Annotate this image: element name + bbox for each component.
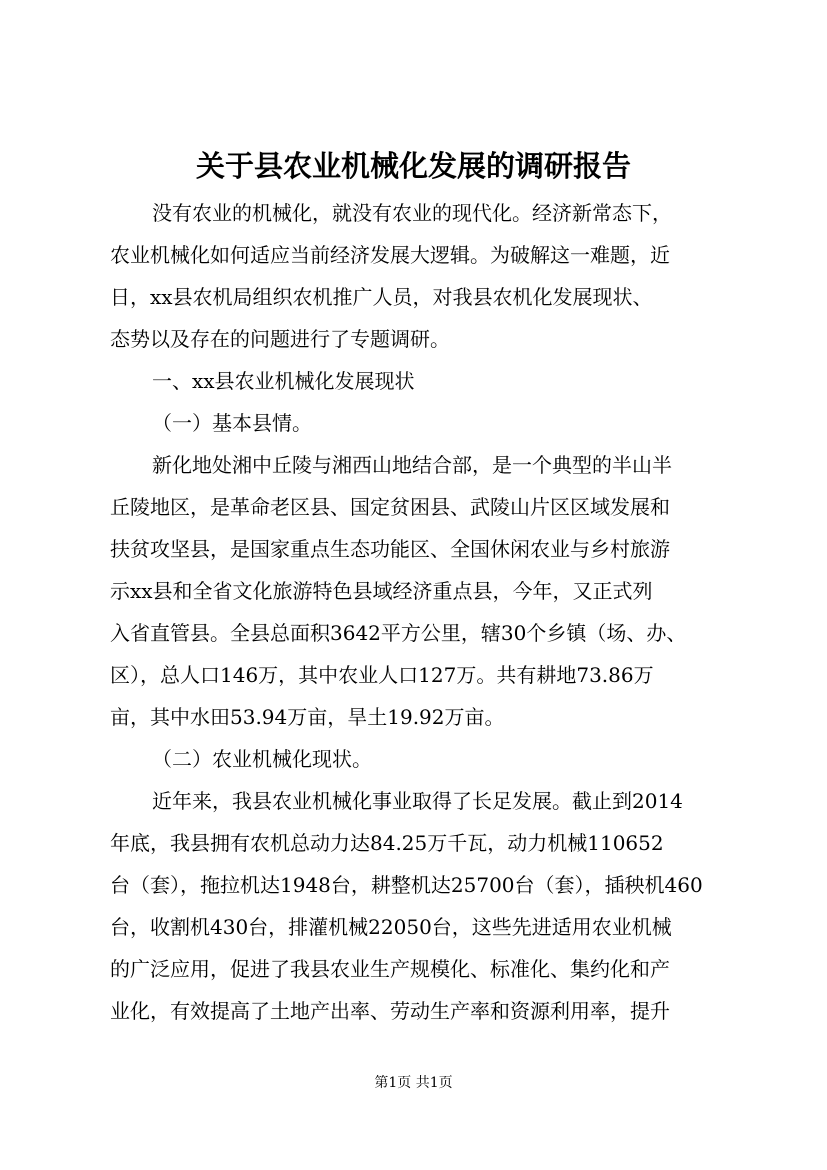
paragraph-line: 区），总人口146万，其中农业人口127万。共有耕地73.86万 [110,663,654,687]
document-title: 关于县农业机械化发展的调研报告 [195,149,631,183]
paragraph-line: 的广泛应用，促进了我县农业生产规模化、标准化、集约化和产 [110,957,670,981]
paragraph-line: 入省直管县。全县总面积3642平方公里，辖30个乡镇（场、办、 [110,621,687,645]
paragraph-line: 亩，其中水田53.94万亩，旱土19.92万亩。 [110,705,505,729]
paragraph-line: 年底，我县拥有农机总动力达84.25万千瓦，动力机械110652 [110,831,664,855]
paragraph-line: 丘陵地区，是革命老区县、国定贫困县、武陵山片区区域发展和 [110,495,670,519]
page-footer: 第1页 共1页 [374,1075,453,1091]
paragraph-line: 业化，有效提高了土地产出率、劳动生产率和资源利用率，提升 [110,999,670,1023]
paragraph-line: 新化地处湘中丘陵与湘西山地结合部，是一个典型的半山半 [152,453,672,477]
paragraph-line: 台，收割机430台，排灌机械22050台，这些先进适用农业机械 [110,915,672,939]
paragraph-line: 近年来，我县农业机械化事业取得了长足发展。截止到2014 [152,789,683,813]
paragraph-line: 态势以及存在的问题进行了专题调研。 [110,327,450,351]
paragraph-line: 农业机械化如何适应当前经济发展大逻辑。为破解这一难题，近 [110,243,670,267]
paragraph-line: 台（套），拖拉机达1948台，耕整机达25700台（套），插秧机460 [110,873,703,897]
subsection-heading: （二）农业机械化现状。 [152,747,372,771]
subsection-heading: （一）基本县情。 [152,411,312,435]
paragraph-line: 扶贫攻坚县，是国家重点生态功能区、全国休闲农业与乡村旅游 [110,537,670,561]
section-heading: 一、xx县农业机械化发展现状 [152,369,415,393]
paragraph-line: 日，xx县农机局组织农机推广人员，对我县农机化发展现状、 [110,285,653,309]
paragraph-line: 示xx县和全省文化旅游特色县域经济重点县，今年，又正式列 [110,579,653,603]
paragraph-line: 没有农业的机械化，就没有农业的现代化。经济新常态下， [152,201,672,225]
